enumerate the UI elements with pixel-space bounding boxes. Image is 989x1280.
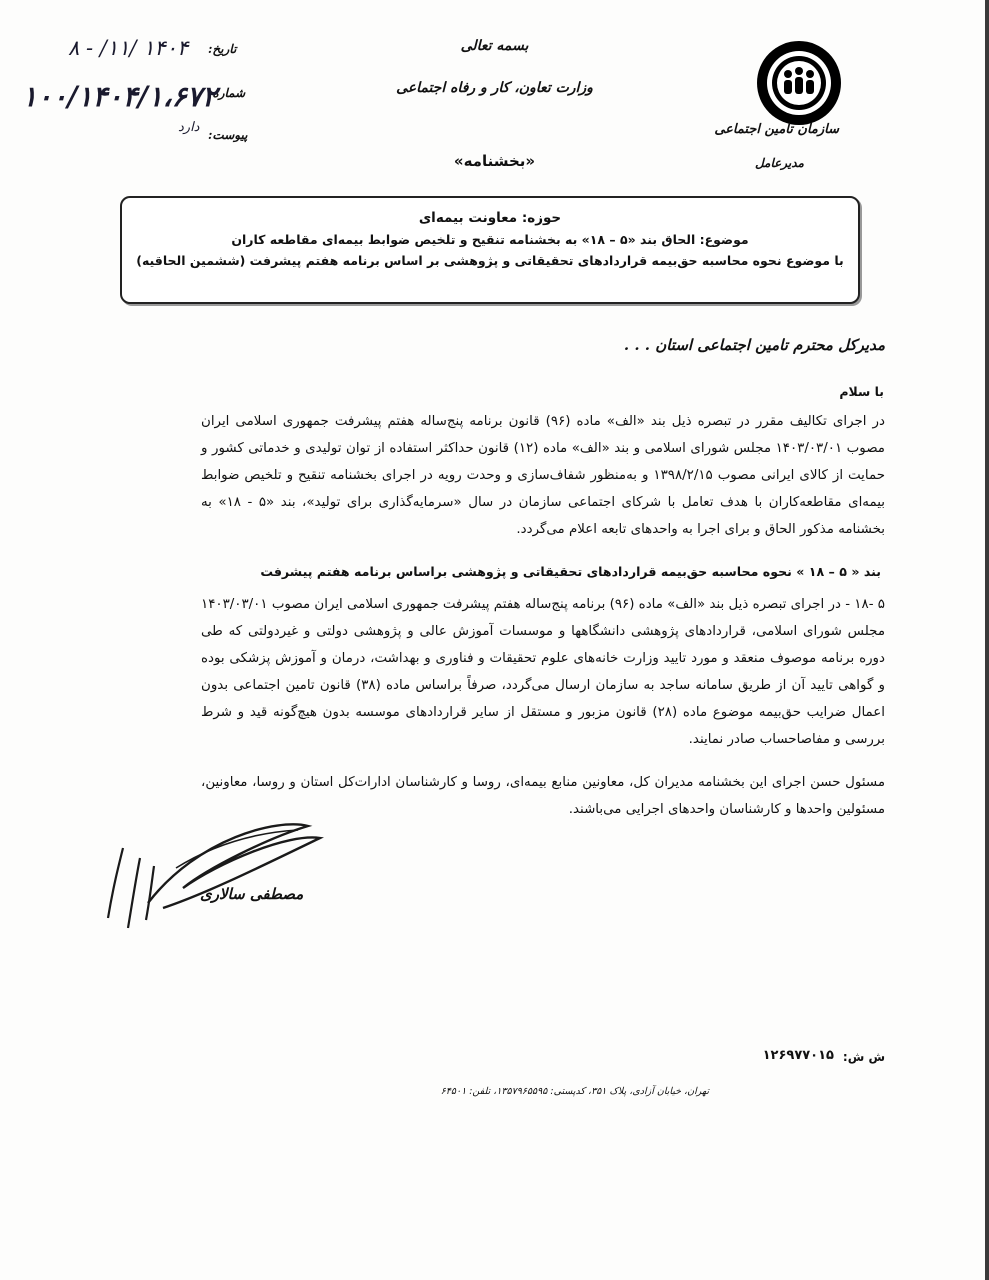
attachment-value: دارد xyxy=(178,120,200,135)
signature-image xyxy=(88,808,328,938)
number-value: ۱۰۰/۱۴۰۴/۱،۶۷۲ xyxy=(22,80,217,113)
number-label: شماره: xyxy=(208,86,246,100)
addressee: مدیرکل محترم تامین اجتماعی استان . . . xyxy=(623,336,885,354)
attachment-label: پیوست: xyxy=(208,128,248,142)
paragraph-intro: در اجرای تکالیف مقرر در تبصره ذیل بند «الف» ماده (۹۶) قانون برنامه پنج‌ساله هفتم پیشرفت جمهوری اسلامی ایران مصوب ۱۴۰۳/۰۳/۰۱ مجلس شورای اسلامی و بند «الف» ماده (۱۲) قانون حداکثر استفاده از توان تولیدی و خدماتی کشور و حمایت از کالای ایرانی مصوب ۱۳۹۸/۲/۱۵ و به‌منظور شفاف‌سازی و وحدت رویه در اجرای بخشنامه تنقیح و تلخیص ضوابط بیمه‌ای مقاطعه‌کاران با هدف تعامل با شرکای اجتماعی سازمان در سال «سرمایه‌گذاری برای تولید»، بند «۵ - ۱۸» به بخشنامه مذکور الحاق و برای اجرا به واحدهای تابعه اعلام می‌گردد. xyxy=(201,414,885,537)
greeting: با سلام xyxy=(839,384,884,399)
paragraph-responsibility: مسئول حسن اجرای این بخشنامه مدیران کل، معاونین منابع بیمه‌ای، روسا و کارشناسان ادارات‌کل استان و روسا، معاونین، مسئولین واحدها و کارشناسان واحدهای اجرایی می‌باشند. xyxy=(201,775,885,817)
subject-line-2: با موضوع نحوه محاسبه حق‌بیمه قراردادهای تحقیقاتی و پژوهشی بر اساس برنامه هفتم پیشرفت (ششمین الحاقیه) xyxy=(136,253,844,268)
department: مدیرعامل xyxy=(754,156,804,170)
address: تهران، خیابان آزادی، پلاک ۳۵۱، کدپستی: ۱۳۵۷۹۶۵۵۹۵، تلفن: ۶۴۵۰۱ xyxy=(440,1086,709,1097)
clause-title: بند « ۵ – ۱۸ » نحوه محاسبه حق‌بیمه قراردادهای تحقیقاتی و پژوهشی براساس برنامه هفتم پیشرفت xyxy=(260,564,881,579)
scan-edge xyxy=(985,0,989,1280)
date-label: تاریخ: xyxy=(208,42,237,56)
subject-box xyxy=(120,196,860,304)
subject-line-1: موضوع: الحاق بند «۵ – ۱۸» به بخشنامه تنقیح و تلخیص ضوابط بیمه‌ای مقاطعه کاران xyxy=(231,232,749,247)
subject-domain: حوزه: معاونت بیمه‌ای xyxy=(418,210,562,226)
reference-value: ۱۲۶۹۷۷۰۱۵ xyxy=(762,1048,834,1063)
org-name: سازمان تامین اجتماعی xyxy=(714,122,839,137)
date-value: ۱۴۰۴ /۱۱/ - ۸ xyxy=(68,36,189,60)
document-type: «بخشنامه» xyxy=(453,152,536,170)
signer-name: مصطفی سالاری xyxy=(200,885,304,903)
reference-label: ش ش: xyxy=(842,1050,885,1064)
paragraph-clause: ۵ -۱۸ - در اجرای تبصره ذیل بند «الف» ماده (۹۶) برنامه پنج‌ساله هفتم پیشرفت جمهوری اسلامی ایران مصوب ۱۴۰۳/۰۳/۰۱ مجلس شورای اسلامی، قراردادهای پژوهشی دانشگاهها و موسسات آموزش عالی و پژوهشی دولتی و غیردولتی که طی دوره برنامه موصوف منعقد و مورد تایید وزارت خانه‌های علوم تحقیقات و فناوری و بهداشت، درمان و آموزش پزشکی بوده و گواهی تایید آن از طریق سامانه ساجد به سازمان ارسال می‌گردد، صرفاً براساس ماده (۳۸) قانون تامین اجتماعی بدون اعمال ضرایب حق‌بیمه موضوع ماده (۲۸) قانون مزبور و مستقل از سایر قراردادهای موسسه بدون هیچ‌گونه قید و شرط بررسی و مفاصاحساب صادر نمایند. xyxy=(201,597,885,747)
ministry: وزارت تعاون، کار و رفاه اجتماعی xyxy=(396,80,593,96)
basmala: بسمه تعالی xyxy=(460,38,529,54)
